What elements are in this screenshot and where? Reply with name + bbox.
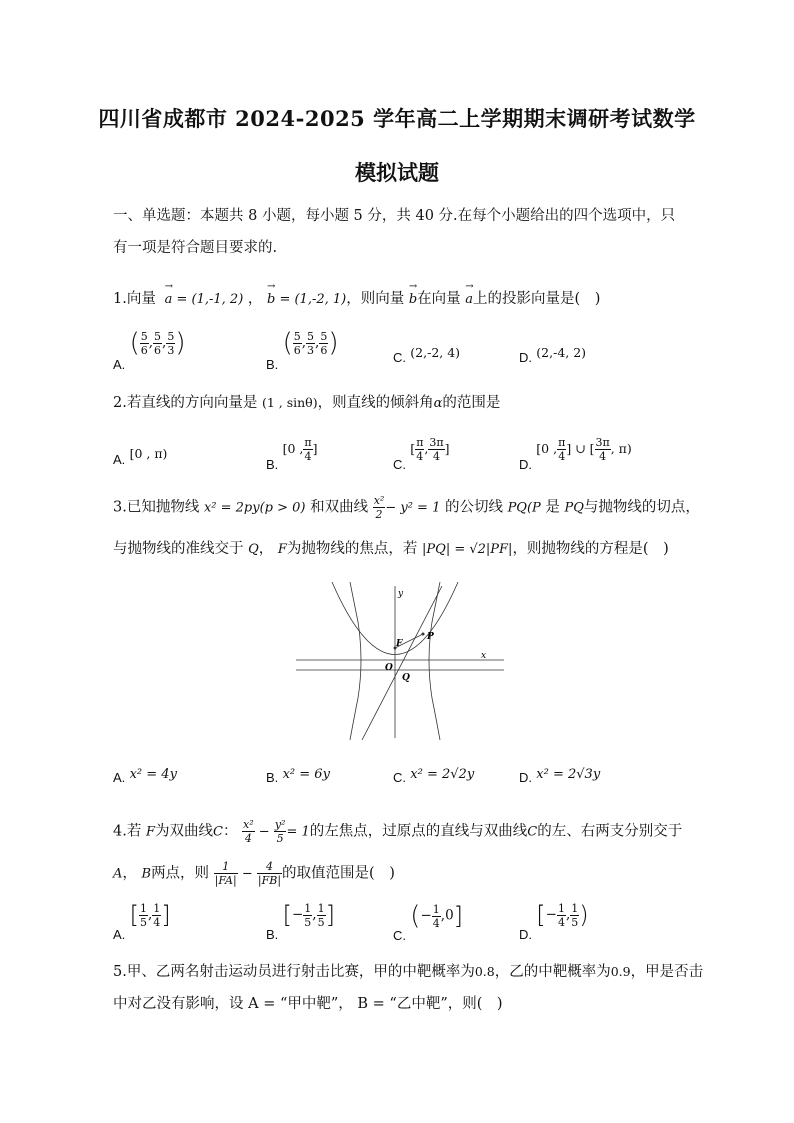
question-3-line-2: 与抛物线的准线交于 Q， F为抛物线的焦点，若 |PQ| = √2|PF|，则抛物线的方程是( ) [113,541,669,557]
q1-option-c[interactable]: C. (2,-2, 4) [393,345,461,365]
q2-option-a[interactable]: A. [0 , π) [113,446,168,467]
point-p [422,633,425,636]
page-subtitle: 模拟试题 [355,160,439,185]
q3-option-b[interactable]: B. x² = 6y [266,767,330,785]
q1-option-a[interactable]: A. ( $\frac{5}{6}$ , $\frac{5}{6}$ , $\frac{5}{3}$ ) [113,328,186,372]
x-axis-label: x [481,651,487,661]
q2-option-b[interactable]: B. [0 , $\frac{\pi}{4}$ ] [266,436,318,472]
label-f: F [396,639,403,649]
question-4-line-2: A， B两点，则 $\frac{1}{|FA|}$ − $\frac{4}{|FB|}$ 的取值范围是( ) [113,860,395,887]
hyperbola-right-branch [429,582,440,740]
q1-option-d[interactable]: D. (2,-4, 2) [519,345,587,365]
y-axis-label: y [398,589,404,599]
question-3-line-1: 3.已知抛物线 x² = 2py(p > 0) 和双曲线 $\frac{\text{x²}}{2}$ − y² = 1 的公切线 PQ(P 是 PQ与抛物线的切点， [113,494,700,521]
q4-option-c[interactable]: C. (− $\frac{1}{4}$ ,0] [393,901,464,943]
q2-option-d[interactable]: D. [0 , $\frac{\pi}{4}$ ] ∪ [ $\frac{3\pi}{4}$ , π) [519,436,632,472]
vector-a-expr: → a = (1,-1, 2) [160,292,243,307]
label-q: Q [402,673,410,683]
q3-graph [292,582,507,740]
page-title: 四川省成都市 2024-2025 学年高二上学期期末调研考试数学 [98,106,696,131]
q3-option-c[interactable]: C. x² = 2√2y [393,767,475,785]
q1-option-b[interactable]: B. ( $\frac{5}{6}$ , $\frac{5}{3}$ , $\frac{5}{6}$ ) [266,328,339,372]
question-2: 2.若直线的方向向量是 (1 , sinθ)，则直线的倾斜角α的范围是 [113,395,501,411]
q4-option-d[interactable]: D. [− $\frac{1}{4}$ , $\frac{1}{5}$ ) [519,901,589,942]
q3-option-d[interactable]: D. x² = 2√3y [519,767,601,785]
q4-option-b[interactable]: B. [− $\frac{1}{5}$ , $\frac{1}{5}$ ] [266,901,335,942]
hyperbola-left-branch [350,582,361,740]
vector-b-expr: → b = (1,-2, 1) [267,292,346,307]
label-o: O [385,663,393,673]
section-instructions: 一、单选题：本题共 8 小题，每小题 5 分，共 40 分.在每个小题给出的四个选项中，只有一项是符合题目要求的. [113,208,676,256]
q2-option-c[interactable]: C. [ $\frac{\pi}{4}$ , $\frac{3\pi}{4}$ ] [393,436,450,472]
question-1: 1.向量 → a = (1,-1, 2) ， → b = (1,-2, 1)，则向量 → b在向量 → a上的投影向量是( ) [113,287,600,308]
label-p: P [427,632,434,642]
question-5-line-1: 5.甲、乙两名射击运动员进行射击比赛，甲的中靶概率为0.8，乙的中靶概率为0.9，甲是否击 [113,964,704,980]
q3-option-a[interactable]: A. x² = 4y [113,767,177,785]
q4-option-a[interactable]: A. [ $\frac{1}{5}$ , $\frac{1}{4}$ ] [113,901,171,942]
question-5-line-2: 中对乙没有影响，设 A = “甲中靶”， B = “乙中靶”，则( ) [113,996,503,1012]
tangent-line [362,586,442,740]
question-4-line-1: 4.若 F为双曲线C： $\frac{\text{x²}}{4}$ − $\frac{\text{y²}}{5}$ = 1的左焦点，过原点的直线与双曲线C的左、右两支分别交于 [113,818,683,845]
